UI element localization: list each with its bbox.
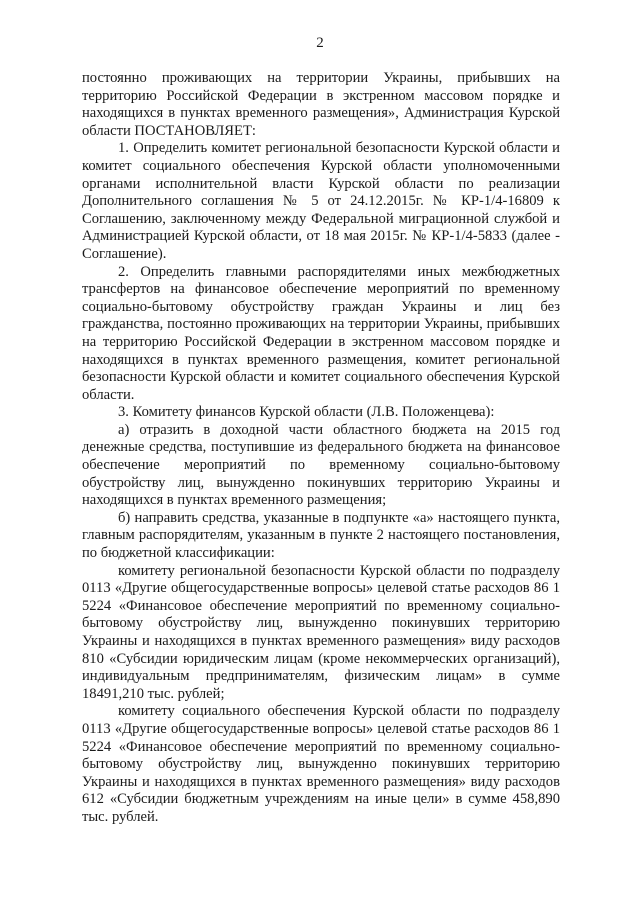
paragraph-item-3b: б) направить средства, указанные в подпункте «а» настоящего пункта, главным распорядителям, указанным в пункте 2 настоящего постановления, по бюджетной классификации: [82, 509, 560, 562]
paragraph-preamble-continuation: постоянно проживающих на территории Украины, прибывших на территорию Российской Федерации в экстренном массовом порядке и находящихся в пунктах временного размещения», Администрация Курской области ПОСТАНОВЛЯЕТ: [82, 70, 560, 139]
paragraph-social-committee: комитету социального обеспечения Курской области по подразделу 0113 «Другие общегосударственные вопросы» целевой статье расходов 86 1 5224 «Финансовое обеспечение мероприятий по временному социально-бытовому обустройству лиц, вынужденно покинувших территорию Украины и находящихся в пунктах временного размещения» виду расходов 612 «Субсидии бюджетным учреждениям на иные цели» в сумме 458,890 тыс. рублей. [82, 703, 560, 825]
page-number: 2 [316, 35, 324, 51]
paragraph-security-committee: комитету региональной безопасности Курской области по подразделу 0113 «Другие общегосударственные вопросы» целевой статье расходов 86 1 5224 «Финансовое обеспечение мероприятий по временному социально-бытовому обустройству лиц, вынужденно покинувших территорию Украины и находящихся в пунктах временного размещения» виду расходов 810 «Субсидии юридическим лицам (кроме некоммерческих организаций), индивидуальным предпринимателям, физическим лицам» в сумме 18491,210 тыс. рублей; [82, 562, 560, 702]
paragraph-item-2: 2. Определить главными распорядителями иных межбюджетных трансфертов на финансовое обеспечение мероприятий по временному социально-бытовому обустройству граждан Украины и лиц без гражданства, постоянно проживающих на территории Украины, прибывших на территорию Российской Федерации в экстренном массовом порядке и находящихся в пунктах временного размещения, комитет региональной безопасности Курской области и комитет социального обеспечения Курской области. [82, 263, 560, 403]
paragraph-item-3: 3. Комитету финансов Курской области (Л.В. Положенцева): [118, 404, 495, 421]
paragraph-item-3a: а) отразить в доходной части областного бюджета на 2015 год денежные средства, поступившие из федерального бюджета на финансовое обеспечение мероприятий по временному социально-бытовому обустройству лиц, вынужденно покинувших территорию Украины и находящихся в пунктах временного размещения; [82, 421, 560, 509]
document-body [82, 70, 560, 827]
paragraph-item-1: 1. Определить комитет региональной безопасности Курской области и комитет социального обеспечения Курской области уполномоченными органами исполнительной власти Курской области по реализации Дополнительного соглашения № 5 от 24.12.2015г. № КР-1/4-16809 к Соглашению, заключенному между Федеральной миграционной службой и Администрацией Курской области, от 18 мая 2015г. № КР-1/4-5833 (далее - Соглашение). [82, 140, 560, 262]
